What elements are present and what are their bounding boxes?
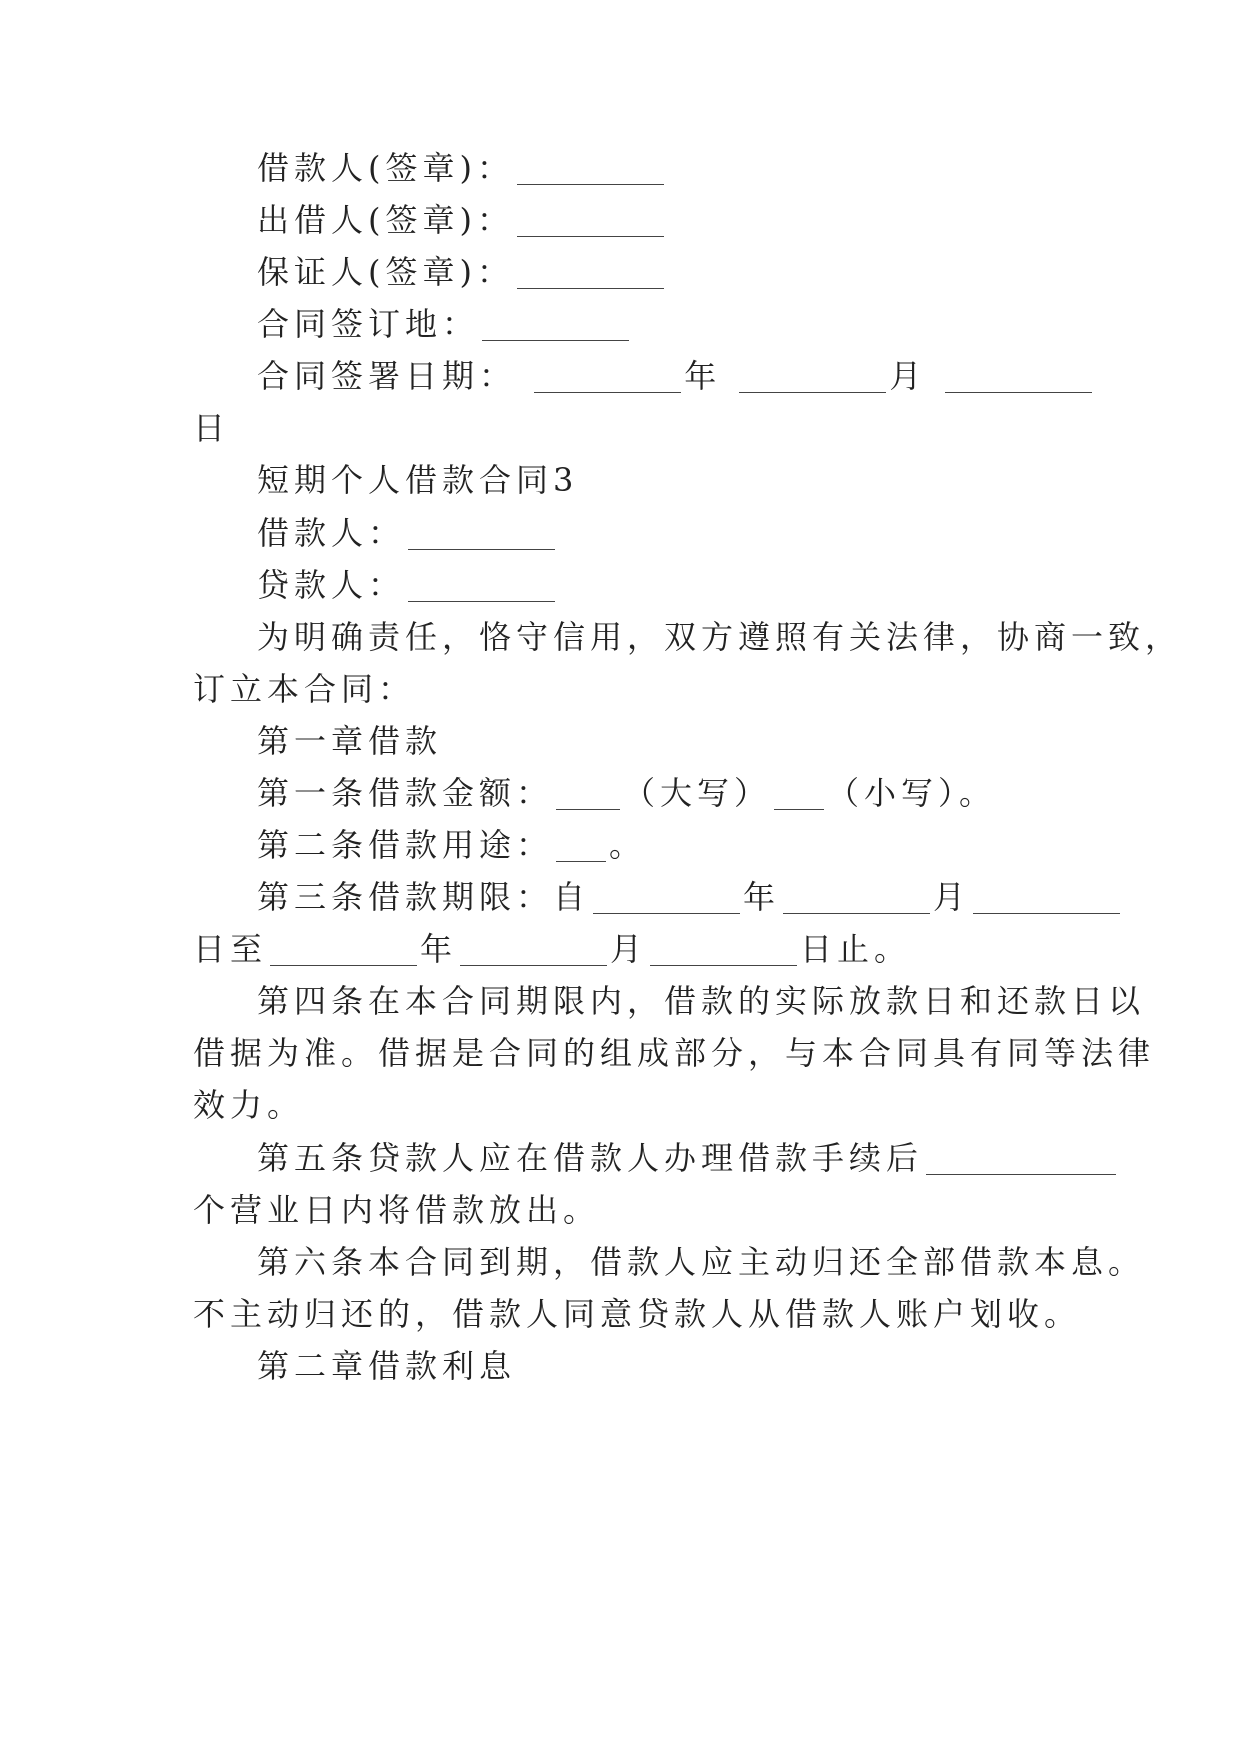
- preamble-line-2: [0, 667, 1241, 711]
- lender-signature-blank: [517, 206, 664, 237]
- preamble-text-1: 为明确责任，恪守信用，双方遵照有关法律，协商一致，: [257, 618, 1183, 656]
- contract-lender-blank: [408, 571, 555, 602]
- article-3-line-1: [0, 875, 1241, 919]
- amount-lowercase-label: （小写）。: [827, 774, 997, 812]
- signing-year-blank: [534, 362, 681, 393]
- article-6-line-2: [0, 1292, 1241, 1336]
- signing-date-line: [0, 354, 1241, 398]
- article-2-label: 第二条借款用途：: [257, 826, 554, 864]
- signing-month-blank: [739, 362, 886, 393]
- lender-signature-line: [0, 198, 1241, 242]
- amount-uppercase-label: （大写）: [623, 774, 772, 812]
- term-end-month-blank: [460, 935, 607, 966]
- chapter-2-heading: [0, 1344, 1241, 1388]
- article-4-line-1: [0, 979, 1241, 1023]
- term-start-month-blank: [783, 883, 930, 914]
- article-5-text-1: 第五条贷款人应在借款人办理借款手续后: [257, 1139, 924, 1177]
- chapter-1-text: 第一章借款: [257, 722, 443, 760]
- contract-borrower-blank: [408, 519, 555, 550]
- business-days-blank: [926, 1144, 1116, 1175]
- article-1-label: 第一条借款金额：: [257, 774, 554, 812]
- signing-place-blank: [482, 310, 629, 341]
- guarantor-signature-label: 保证人(签章)：: [257, 253, 514, 291]
- article-2-line: [0, 823, 1241, 867]
- article-6-text-1: 第六条本合同到期，借款人应主动归还全部借款本息。: [257, 1243, 1146, 1281]
- amount-lowercase-blank: [774, 779, 824, 810]
- signing-month-unit: 月: [889, 357, 927, 395]
- contract-title-text: 短期个人借款合同3: [257, 461, 579, 499]
- signing-date-label: 合同签署日期：: [257, 357, 517, 395]
- preamble-line-1: [0, 615, 1241, 659]
- term-end-day-blank: [650, 935, 797, 966]
- article-2-end: 。: [609, 826, 647, 864]
- article-3-line-2: [0, 927, 1241, 971]
- contract-lender-line: [0, 563, 1241, 607]
- term-start-month-unit: 月: [933, 878, 971, 916]
- chapter-2-text: 第二章借款利息: [257, 1347, 517, 1385]
- term-day-to-label: 日至: [193, 930, 268, 968]
- guarantor-signature-line: [0, 250, 1241, 294]
- borrower-signature-label: 借款人(签章)：: [257, 149, 514, 187]
- signing-day-blank: [945, 362, 1092, 393]
- article-5-text-2: 个营业日内将借款放出。: [193, 1191, 601, 1229]
- preamble-text-2: 订立本合同：: [193, 670, 416, 708]
- article-5-line-1: [0, 1136, 1241, 1180]
- article-5-line-2: [0, 1188, 1241, 1232]
- lender-signature-label: 出借人(签章)：: [257, 201, 514, 239]
- chapter-1-heading: [0, 719, 1241, 763]
- article-6-line-1: [0, 1240, 1241, 1284]
- contract-borrower-line: [0, 511, 1241, 555]
- borrower-signature-line: [0, 146, 1241, 190]
- signing-date-continuation: [0, 406, 1241, 450]
- signing-year-unit: 年: [684, 357, 722, 395]
- article-6-text-2: 不主动归还的，借款人同意贷款人从借款人账户划收。: [193, 1295, 1082, 1333]
- borrower-signature-blank: [517, 154, 664, 185]
- contract-lender-label: 贷款人：: [257, 566, 406, 604]
- loan-purpose-blank: [556, 831, 606, 862]
- term-start-day-blank: [973, 883, 1120, 914]
- article-4-text-2: 借据为准。借据是合同的组成部分，与本合同具有同等法律: [193, 1034, 1156, 1072]
- article-4-text-1: 第四条在本合同期限内，借款的实际放款日和还款日以: [257, 982, 1146, 1020]
- article-4-line-2: [0, 1031, 1241, 1075]
- article-4-line-3: [0, 1083, 1241, 1127]
- term-end-month-unit: 月: [610, 930, 648, 968]
- term-end-label: 日止。: [800, 930, 912, 968]
- term-start-year-blank: [593, 883, 740, 914]
- term-end-year-unit: 年: [420, 930, 458, 968]
- guarantor-signature-blank: [517, 258, 664, 289]
- contract-borrower-label: 借款人：: [257, 514, 406, 552]
- term-start-year-unit: 年: [743, 878, 781, 916]
- article-4-text-3: 效力。: [193, 1086, 305, 1124]
- article-3-label: 第三条借款期限：自: [257, 878, 591, 916]
- contract-title: [0, 458, 1241, 502]
- amount-uppercase-blank: [556, 779, 620, 810]
- article-1-line: [0, 771, 1241, 815]
- signing-place-label: 合同签订地：: [257, 305, 480, 343]
- term-end-year-blank: [270, 935, 417, 966]
- signing-place-line: [0, 302, 1241, 346]
- signing-day-unit: 日: [193, 409, 231, 447]
